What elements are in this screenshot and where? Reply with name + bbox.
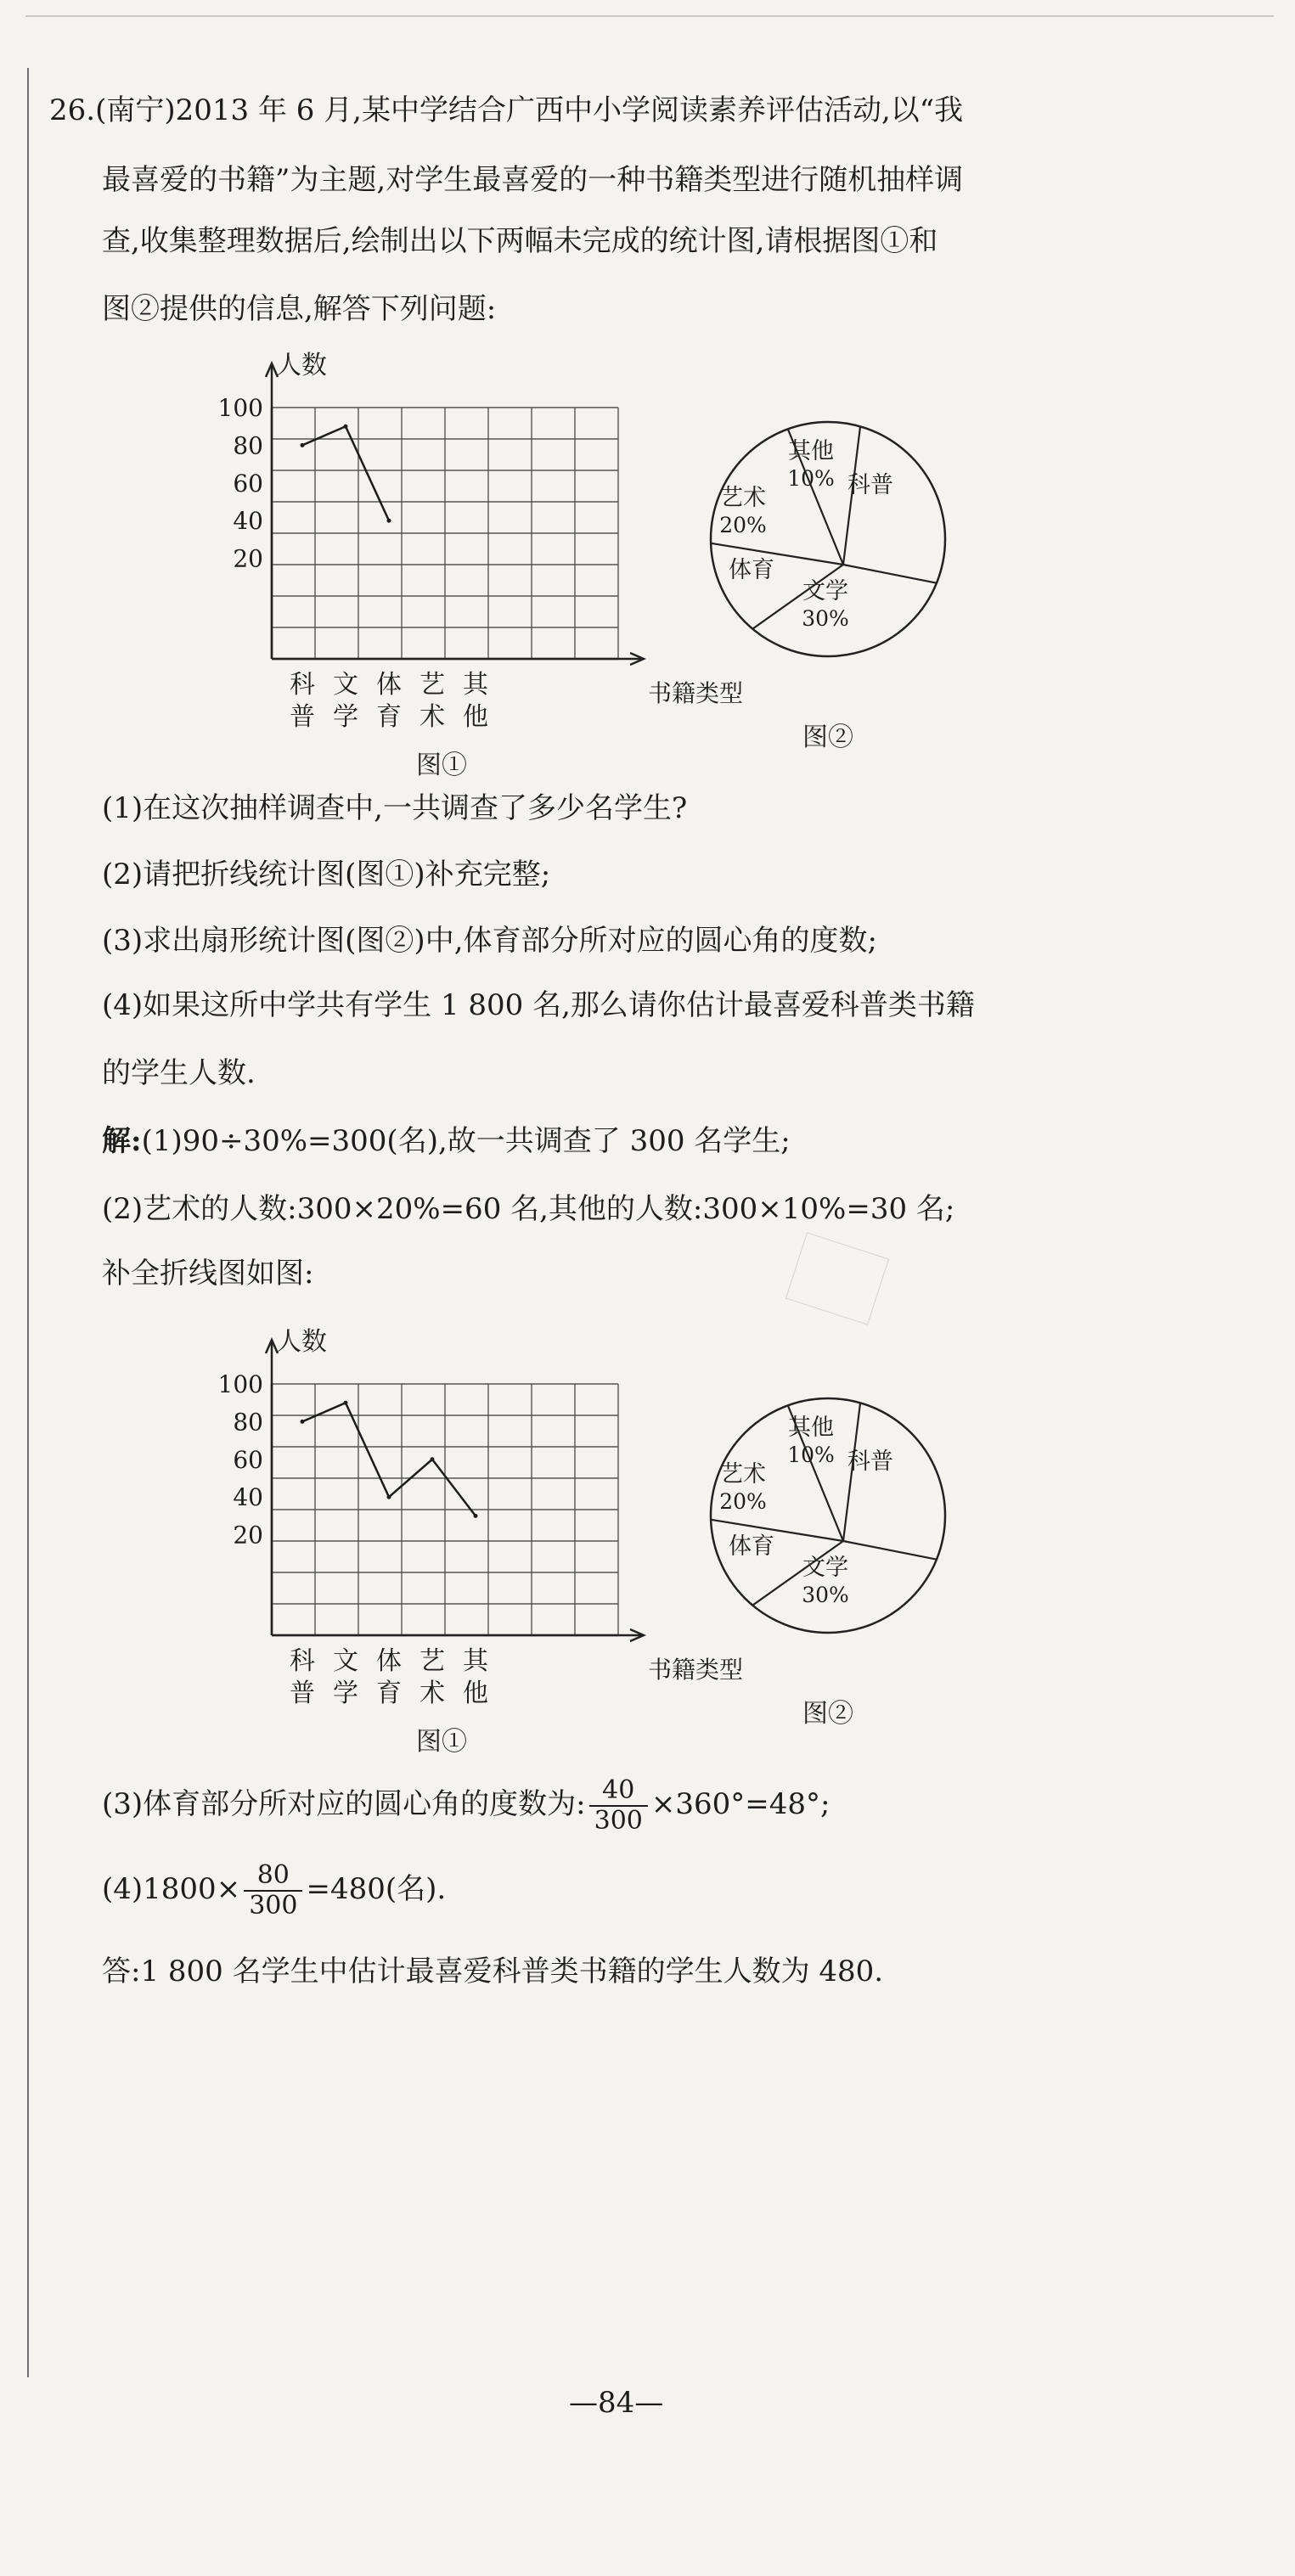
x-tick-label-bottom: 他 [463, 1679, 488, 1708]
fraction-numerator: 40 [589, 1776, 648, 1807]
pie-slice-pct: 10% [787, 1443, 835, 1467]
solution-3-pre: (3)体育部分所对应的圆心角的度数为: [102, 1787, 586, 1821]
x-tick-label-top: 其 [463, 670, 488, 700]
data-point [387, 519, 391, 523]
y-tick-label: 20 [233, 1521, 263, 1550]
x-tick-label-top: 科 [290, 1646, 315, 1676]
top-rule [25, 15, 1274, 17]
y-tick-label: 60 [233, 1445, 263, 1474]
line-chart-2 [204, 1325, 744, 1757]
data-point [301, 443, 305, 447]
pie-slice-pct: 20% [719, 1489, 767, 1514]
x-tick-label-bottom: 学 [333, 1679, 358, 1708]
pie-chart-2 [696, 1384, 968, 1729]
question-3: (3)求出扇形统计图(图②)中,体育部分所对应的圆心角的度数; [102, 924, 877, 958]
solution-4-post: =480(名). [306, 1872, 447, 1906]
problem-line-1: 26.(南宁)2013 年 6 月,某中学结合广西中小学阅读素养评估活动,以“我 [49, 93, 964, 127]
fraction-numerator: 80 [244, 1861, 302, 1892]
question-2: (2)请把折线统计图(图①)补充完整; [102, 858, 551, 891]
pie-slice-label: 体育 [729, 557, 774, 583]
pie-slice-label: 体育 [729, 1533, 774, 1560]
x-tick-label-bottom: 术 [419, 1679, 445, 1708]
data-point [344, 1401, 348, 1405]
y-axis-label: 人数 [276, 1327, 327, 1357]
pie-slice-pct: 10% [787, 466, 835, 491]
pie-slice-label: 科普 [847, 472, 893, 498]
x-tick-label-top: 文 [333, 1646, 358, 1676]
data-point [344, 425, 348, 429]
pie-slice-pct: 20% [719, 513, 767, 537]
pie-slice-pct: 30% [802, 606, 849, 631]
fraction-40-300 [589, 1776, 648, 1836]
line-chart-1 [204, 348, 744, 780]
x-tick-label-bottom: 术 [419, 702, 445, 732]
y-tick-label: 20 [233, 544, 263, 573]
page-number: —84— [569, 2386, 664, 2420]
solution-3-post: ×360°=48°; [650, 1787, 830, 1821]
x-tick-label-bottom: 育 [376, 702, 402, 732]
y-tick-label: 100 [217, 1370, 263, 1398]
problem-line-2: 最喜爱的书籍”为主题,对学生最喜爱的一种书籍类型进行随机抽样调 [102, 163, 964, 197]
solution-3 [102, 1766, 830, 1842]
x-tick-label-bottom: 他 [463, 702, 488, 732]
chart-caption: 图① [416, 1727, 467, 1757]
x-tick-label-bottom: 育 [376, 1679, 402, 1708]
data-point [301, 1420, 305, 1424]
x-tick-label-top: 文 [333, 670, 358, 700]
margin-line [27, 68, 29, 2377]
x-tick-label-bottom: 普 [290, 1679, 315, 1708]
solution-4 [102, 1851, 446, 1927]
solution-4-pre: (4)1800× [102, 1872, 241, 1906]
problem-line-3: 查,收集整理数据后,绘制出以下两幅未完成的统计图,请根据图①和 [102, 224, 938, 258]
fraction-denominator: 300 [594, 1806, 643, 1836]
x-tick-label-top: 艺 [419, 1646, 445, 1676]
chart-caption: 图② [802, 1699, 853, 1729]
x-tick-label-top: 科 [290, 670, 315, 700]
question-4b: 的学生人数. [102, 1056, 256, 1090]
y-axis-label: 人数 [276, 351, 327, 380]
x-tick-label-top: 体 [376, 670, 402, 700]
solution-1 [102, 1122, 791, 1160]
answer: 答:1 800 名学生中估计最喜爱科普类书籍的学生人数为 480. [102, 1954, 884, 1988]
pie-slice-pct: 30% [802, 1583, 849, 1607]
question-4a: (4)如果这所中学共有学生 1 800 名,那么请你估计最喜爱科普类书籍 [102, 988, 975, 1022]
x-tick-label-top: 艺 [419, 670, 445, 700]
pie-slice-label: 文学 [802, 1555, 848, 1581]
solution-2: (2)艺术的人数:300×20%=60 名,其他的人数:300×10%=30 名; [102, 1192, 955, 1226]
pie-slice-label: 其他 [788, 438, 834, 464]
pie-slice-label: 艺术 [720, 1461, 766, 1488]
data-point [431, 1457, 435, 1461]
solution-label: 解: [102, 1124, 142, 1158]
problem-line-4: 图②提供的信息,解答下列问题: [102, 292, 497, 326]
x-tick-label-bottom: 普 [290, 702, 315, 732]
pie-slice-edge [843, 1541, 937, 1560]
y-tick-label: 40 [233, 507, 263, 536]
x-tick-label-top: 体 [376, 1646, 402, 1676]
fraction-denominator: 300 [249, 1891, 298, 1921]
data-point [387, 1495, 391, 1499]
question-1: (1)在这次抽样调查中,一共调查了多少名学生? [102, 791, 688, 825]
pie-slice-label: 文学 [802, 578, 848, 605]
x-axis-label: 书籍类型 [648, 1656, 744, 1684]
stamp-mark [785, 1232, 889, 1325]
chart-caption: 图① [416, 751, 467, 780]
x-tick-label-top: 其 [463, 1646, 488, 1676]
solution-1-text: (1)90÷30%=300(名),故一共调查了 300 名学生; [141, 1124, 791, 1158]
solution-2b: 补全折线图如图: [102, 1257, 314, 1291]
x-axis-label: 书籍类型 [648, 679, 744, 707]
pie-slice-edge [843, 565, 937, 583]
y-tick-label: 80 [233, 1408, 263, 1437]
y-tick-label: 100 [217, 394, 263, 422]
data-point [474, 1514, 478, 1518]
y-tick-label: 60 [233, 469, 263, 498]
pie-slice-label: 其他 [788, 1415, 834, 1441]
y-tick-label: 80 [233, 431, 263, 460]
chart-caption: 图② [802, 723, 853, 752]
fraction-80-300 [244, 1861, 302, 1921]
pie-slice-label: 科普 [847, 1448, 893, 1475]
pie-slice-label: 艺术 [720, 485, 766, 511]
y-tick-label: 40 [233, 1483, 263, 1512]
pie-chart-1 [696, 408, 968, 756]
x-tick-label-bottom: 学 [333, 702, 358, 732]
